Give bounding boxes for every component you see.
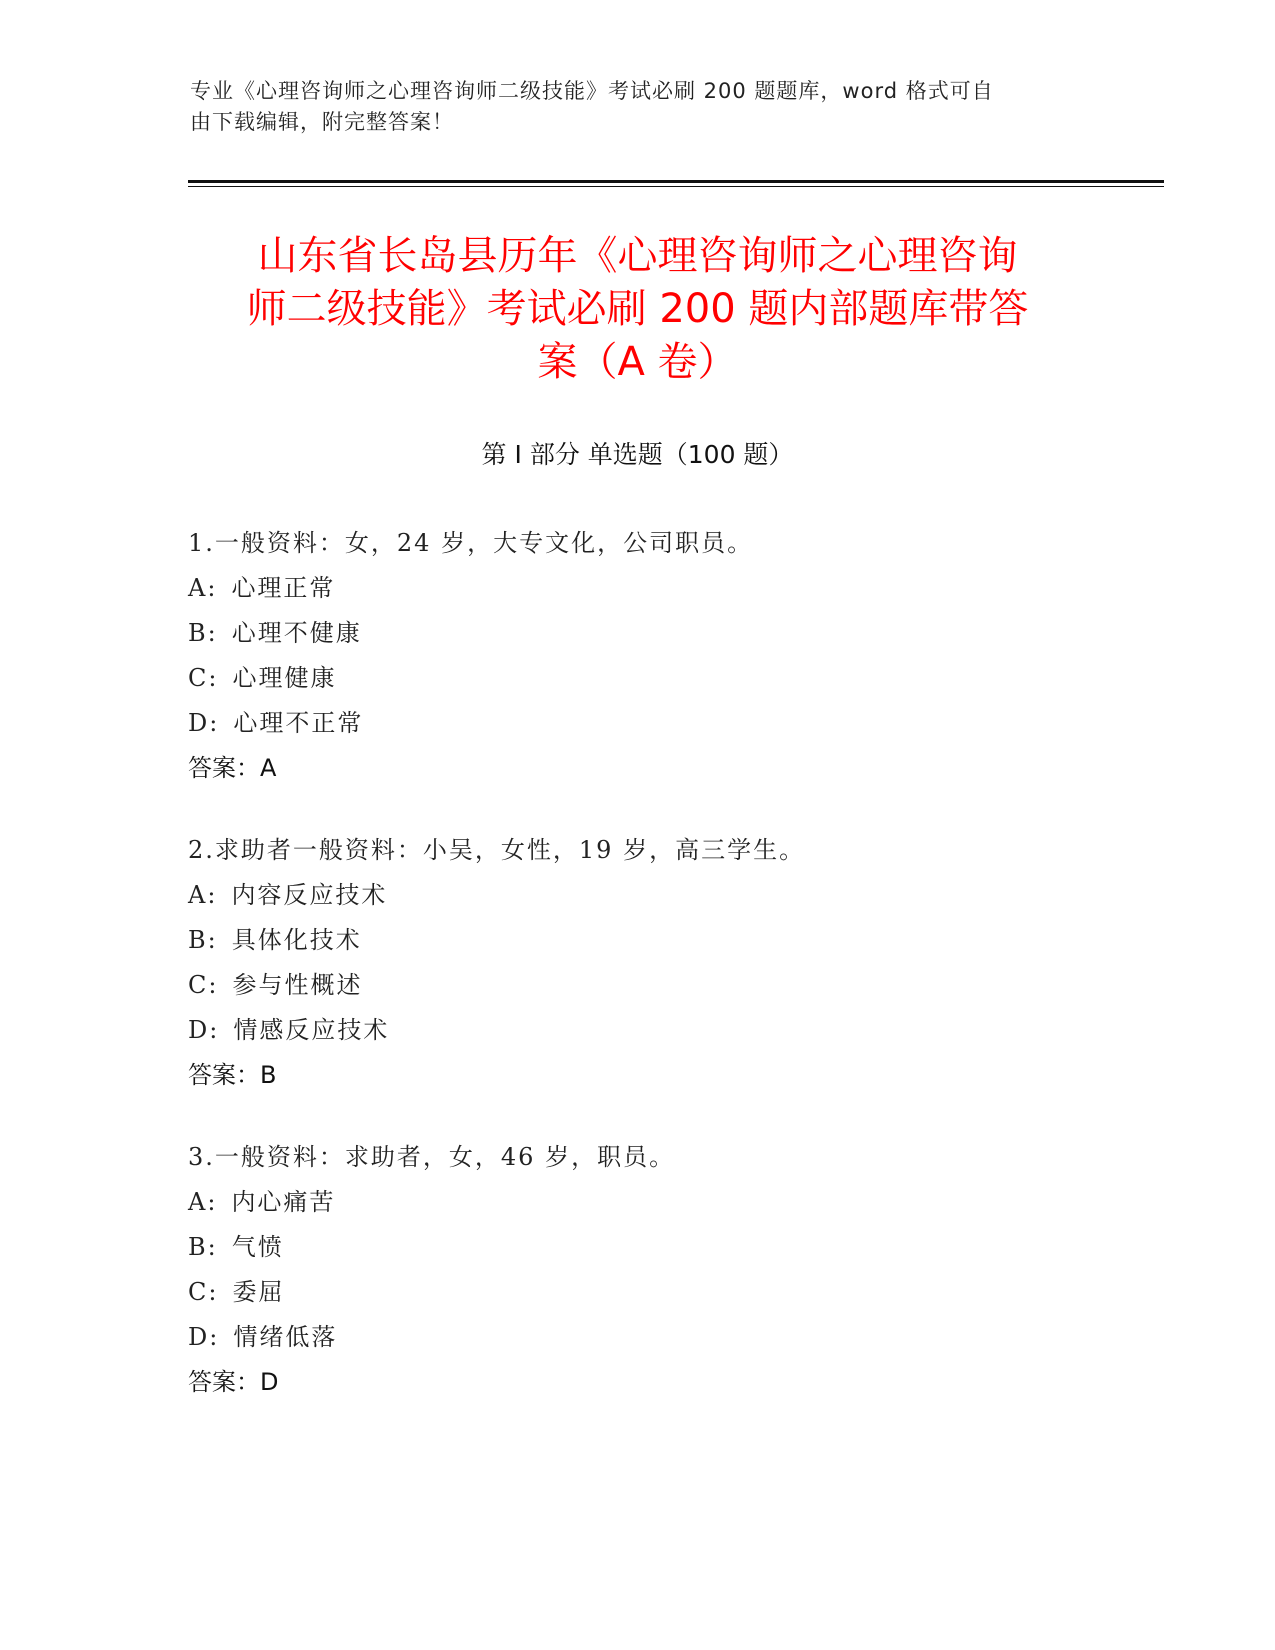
header-divider-thin (188, 186, 1164, 187)
option-text: 心理正常 (231, 574, 336, 602)
option-text: 心理不正常 (233, 709, 364, 737)
question-list (188, 528, 1088, 1449)
question-item (188, 1142, 1088, 1397)
option-letter: C (188, 664, 209, 692)
header-divider-thick (188, 180, 1164, 183)
option-text: 心理不健康 (231, 619, 362, 647)
option-letter: D (188, 1016, 210, 1044)
answer-line: 答案：A (188, 754, 277, 782)
option-text: 心理健康 (232, 664, 337, 692)
option-letter: B (188, 926, 208, 954)
option-a: A: 心理正常 (188, 574, 336, 602)
header-note-line: 专业《心理咨询师之心理咨询师二级技能》考试必刷 200 题题库，word 格式可自 (190, 79, 994, 103)
option-text: 委屈 (232, 1278, 285, 1306)
option-b: B: 具体化技术 (188, 926, 362, 954)
header-note-line: 由下载编辑，附完整答案！ (190, 110, 454, 134)
option-c: C: 委屈 (188, 1278, 285, 1306)
option-text: 气愤 (231, 1233, 284, 1261)
header-note (190, 76, 1070, 138)
option-d: D: 情感反应技术 (188, 1016, 390, 1044)
option-d: D: 心理不正常 (188, 709, 364, 737)
option-c: C: 参与性概述 (188, 971, 363, 999)
option-text: 参与性概述 (232, 971, 363, 999)
option-text: 情感反应技术 (233, 1016, 390, 1044)
option-letter: D (188, 1323, 210, 1351)
option-letter: B (188, 1233, 208, 1261)
answer-line: 答案：D (188, 1368, 279, 1396)
answer-line: 答案：B (188, 1061, 277, 1089)
question-stem: 3.一般资料：求助者，女，46 岁，职员。 (188, 1143, 676, 1171)
option-letter: C (188, 1278, 209, 1306)
question-item (188, 835, 1088, 1090)
option-b: B: 心理不健康 (188, 619, 362, 647)
option-c: C: 心理健康 (188, 664, 337, 692)
option-letter: D (188, 709, 210, 737)
question-stem: 1.一般资料：女，24 岁，大专文化，公司职员。 (188, 529, 754, 557)
option-a: A: 内心痛苦 (188, 1188, 336, 1216)
document-title (190, 230, 1085, 389)
option-letter: C (188, 971, 209, 999)
option-letter: A (188, 574, 208, 602)
option-letter: A (188, 881, 208, 909)
option-b: B: 气愤 (188, 1233, 284, 1261)
option-text: 具体化技术 (231, 926, 362, 954)
option-letter: A (188, 1188, 208, 1216)
section-title: 第 I 部分 单选题（100 题） (481, 440, 794, 469)
option-text: 情绪低落 (233, 1323, 338, 1351)
document-title-line: 师二级技能》考试必刷 200 题内部题库带答 (246, 286, 1029, 332)
option-a: A: 内容反应技术 (188, 881, 388, 909)
question-item (188, 528, 1088, 783)
question-stem: 2.求助者一般资料：小吴，女性，19 岁，高三学生。 (188, 836, 806, 864)
option-letter: B (188, 619, 208, 647)
option-text: 内心痛苦 (231, 1188, 336, 1216)
option-text: 内容反应技术 (231, 881, 388, 909)
document-title-line: 山东省长岛县历年《心理咨询师之心理咨询 (257, 233, 1018, 279)
document-title-line: 案（A 卷） (537, 339, 738, 385)
option-d: D: 情绪低落 (188, 1323, 338, 1351)
